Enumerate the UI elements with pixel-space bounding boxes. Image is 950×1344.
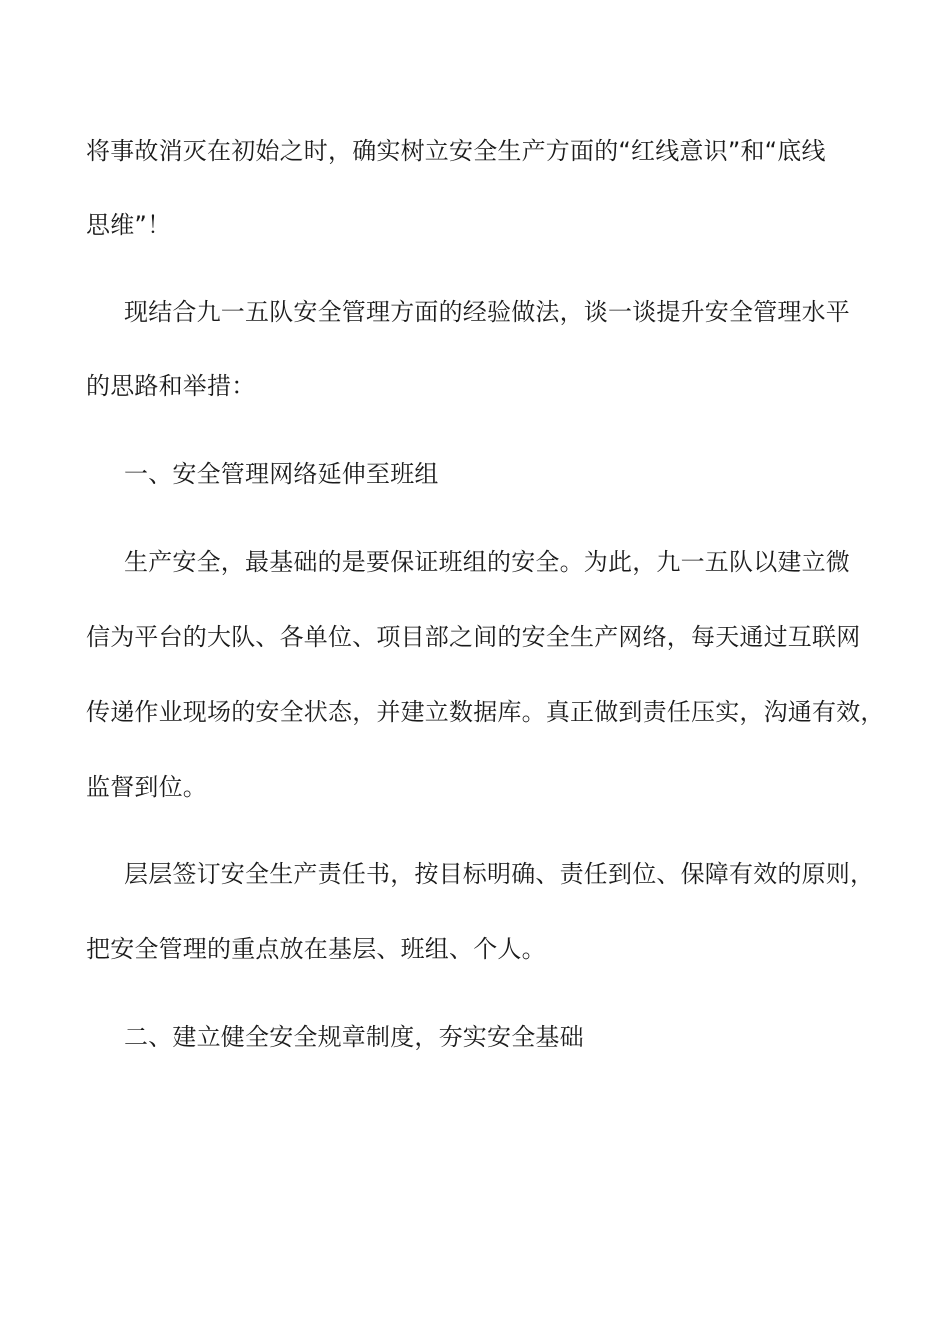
paragraph-line: 层层签订安全生产责任书，按目标明确、责任到位、保障有效的原则，	[124, 860, 875, 888]
paragraph-line: 传递作业现场的安全状态，并建立数据库。真正做到责任压实，沟通有效，	[86, 698, 885, 726]
paragraph-line: 生产安全，最基础的是要保证班组的安全。为此，九一五队以建立微	[124, 548, 850, 576]
paragraph-line: 信为平台的大队、各单位、项目部之间的安全生产网络，每天通过互联网	[86, 623, 861, 651]
section-heading: 一、安全管理网络延伸至班组	[124, 460, 439, 488]
paragraph-line: 现结合九一五队安全管理方面的经验做法，谈一谈提升安全管理水平	[124, 298, 850, 326]
paragraph-line: 监督到位。	[86, 773, 207, 801]
paragraph-line: 的思路和举措：	[86, 372, 256, 400]
section-heading: 二、建立健全安全规章制度，夯实安全基础	[124, 1023, 584, 1051]
paragraph-line: 把安全管理的重点放在基层、班组、个人。	[86, 935, 546, 963]
paragraph-line: 思维”！	[86, 211, 172, 239]
paragraph-line: 将事故消灭在初始之时，确实树立安全生产方面的“红线意识”和“底线	[86, 137, 826, 165]
